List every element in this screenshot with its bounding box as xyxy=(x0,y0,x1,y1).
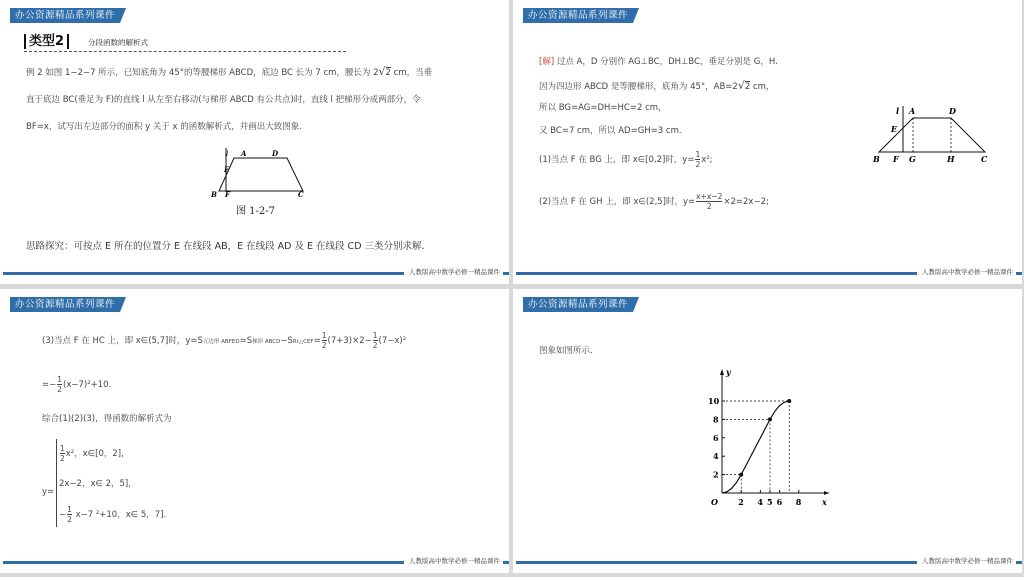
type-subtitle: 分段函数的解析式 xyxy=(88,38,148,47)
y-tick-label: 8 xyxy=(713,414,719,425)
piecewise-row-2: 2x−2，x∈ 2，5]， xyxy=(59,479,137,489)
slide-solution xyxy=(513,0,1022,284)
footer: 人教版高中数学必修一精品课件 xyxy=(513,268,1022,277)
figure-caption: 图 1-2-7 xyxy=(236,206,276,217)
y-axis-label: y xyxy=(726,367,731,377)
trapezoid-figure xyxy=(205,146,315,200)
case-3-result: =− $\frac{1}{2}$ (x−7)²+10. xyxy=(42,375,112,394)
example-line-1: 例 2 如图 1−2−7 所示，已知底角为 45°的等腰梯形 ABCD，底边 BC 长为 7 cm，腰长为 2√2 cm，当垂 xyxy=(26,65,433,78)
fig-label-h: H xyxy=(947,154,955,164)
header-tag: 办公资源精品系列课件 xyxy=(523,297,633,312)
piecewise-row-3: − $\frac{1}{2}$ x−7 ²+10，x∈ 5，7]. xyxy=(59,505,167,524)
solution-line-1: [解] 过点 A，D 分别作 AG⊥BC，DH⊥BC，垂足分别是 G，H. xyxy=(539,57,778,67)
fig-label-b: B xyxy=(873,154,880,164)
footer: 人教版高中数学必修一精品课件 xyxy=(0,557,509,566)
solution-line-4: 又 BC=7 cm，所以 AD=GH=3 cm. xyxy=(539,126,682,136)
fig-label-l: l xyxy=(226,150,229,158)
case-1: (1)当点 F 在 BG 上，即 x∈[0,2]时，y= $\frac{1}{2}$ x²; xyxy=(539,150,713,169)
slide-graph xyxy=(513,289,1022,573)
function-curve xyxy=(722,401,789,493)
fig-label-f: F xyxy=(225,190,230,199)
y-tick-label: 6 xyxy=(713,432,719,443)
fig-label-d: D xyxy=(949,106,956,116)
trapezoid-figure-ghc xyxy=(871,102,1001,166)
x-tick-label: 2 xyxy=(738,497,744,507)
fig-label-f: F xyxy=(893,154,899,164)
origin-label: O xyxy=(711,497,718,507)
dashed-rule xyxy=(24,51,346,52)
solution-line-3: 所以 BG=AG=DH=HC=2 cm， xyxy=(539,103,667,113)
fig-label-l: l xyxy=(896,106,900,116)
footer: 人教版高中数学必修一精品课件 xyxy=(513,557,1022,566)
footer: 人教版高中数学必修一精品课件 xyxy=(0,268,509,277)
slide-solution-cont xyxy=(0,289,509,573)
fig-label-c: C xyxy=(298,190,304,199)
solution-line-2: 因为四边形 ABCD 是等腰梯形，底角为 45°，AB=2√2 cm， xyxy=(539,79,775,92)
approach-note: 思路探究：可按点 E 所在的位置分 E 在线段 AB，E 在线段 AD 及 E 在线段 CD 三类分别求解. xyxy=(26,241,425,252)
y-tick-label: 10 xyxy=(708,396,720,406)
piecewise-row-1: $\frac{1}{2}$ x²，x∈[0，2]， xyxy=(60,444,130,463)
fig-label-b: B xyxy=(211,190,217,199)
type-label: 类型2 xyxy=(24,34,69,50)
x-tick-label: 6 xyxy=(776,497,783,507)
x-tick-label: 8 xyxy=(795,497,802,507)
header-tag: 办公资源精品系列课件 xyxy=(523,8,633,23)
header-tag: 办公资源精品系列课件 xyxy=(10,8,120,23)
case-3: (3)当点 F 在 HC 上，即 x∈(5,7]时，y=S五边形 ABFED=S梯形 ABCD−SRt△CEF= $\frac{1}{2}$ (7+3)×2− $\frac{1}{2}$ (7−x)² xyxy=(42,331,407,350)
curve-point xyxy=(768,417,772,421)
example-line-3: BF=x，试写出左边部分的面积 y 关于 x 的函数解析式，并画出大致图象. xyxy=(26,122,302,132)
fig-label-a: A xyxy=(909,106,916,116)
fig-label-g: G xyxy=(909,154,916,164)
x-tick-label: 5 xyxy=(767,497,773,507)
header-tag: 办公资源精品系列课件 xyxy=(10,297,120,312)
fig-label-a: A xyxy=(241,149,247,158)
graph-intro: 图象如图所示. xyxy=(539,346,593,356)
example-line-2: 直于底边 BC(垂足为 F)的直线 l 从左至右移动(与梯形 ABCD 有公共点)时，直线 l 把梯形分成两部分，令 xyxy=(26,95,421,105)
summary-line: 综合(1)(2)(3)，得函数的解析式为 xyxy=(42,414,172,424)
x-axis-label: x xyxy=(822,497,827,507)
curve-point xyxy=(739,473,743,477)
y-tick-label: 4 xyxy=(713,451,719,462)
fig-label-c: C xyxy=(981,154,988,164)
fig-label-d: D xyxy=(272,149,279,158)
curve-point xyxy=(787,399,791,403)
piecewise-y: y= xyxy=(42,487,55,497)
x-tick-label: 4 xyxy=(757,497,763,507)
slide-example xyxy=(0,0,509,284)
y-tick-label: 2 xyxy=(713,469,719,480)
fig-label-e: E xyxy=(224,165,230,174)
case-2: (2)当点 F 在 GH 上，即 x∈(2,5]时，y= $\frac{x+x-2}{2}$ ×2=2x−2; xyxy=(539,192,769,211)
fig-label-e: E xyxy=(891,124,898,134)
function-graph xyxy=(701,365,841,507)
